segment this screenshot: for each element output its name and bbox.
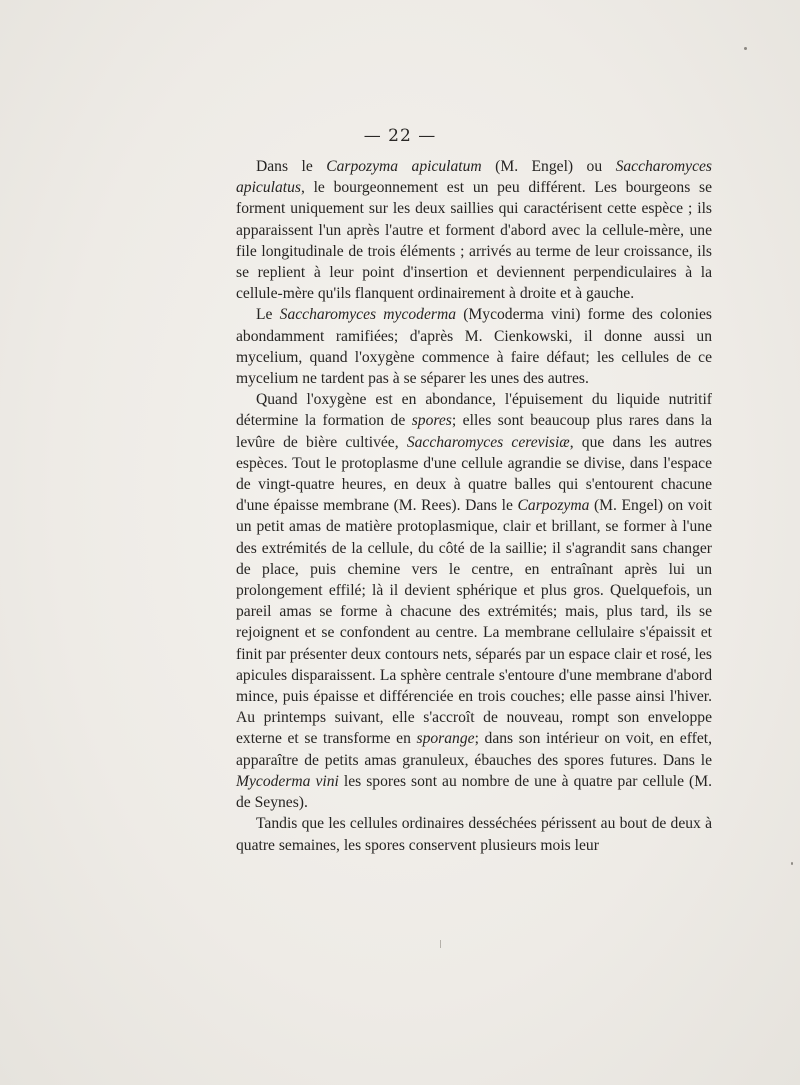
- text-run: Dans le: [256, 158, 327, 175]
- italic-term: Saccharomyces cerevisiæ: [406, 433, 570, 451]
- text-run: Tandis que les cellules ordinaires desséchées périssent au bout de deux à quatre semaines, les spores conservent plusieurs mois leur: [236, 815, 712, 854]
- paper-speck: [744, 47, 747, 50]
- text-run: ; elles sont beaucoup plus rares dans la levûre de bière cultivée,: [236, 412, 712, 451]
- italic-term: Carpozyma apiculatum: [326, 158, 482, 175]
- paper-speck: [440, 940, 441, 948]
- text-run: , que dans les autres espèces. Tout le protoplasme d'une cellule agrandie se divise, dans l'espace de vingt-quatre heures, en deux à quatre balles qui s'entourent chacune d'une épaisse membrane (M. Rees). Dans le: [236, 433, 712, 515]
- italic-term: Saccharomyces apiculatus: [236, 158, 712, 197]
- text-run: , le bourgeonnement est un peu différent. Les bourgeons se forment uniquement sur les deux saillies qui caractérisent cette espèce ; ils apparaissent l'un après l'autre et forment d'abord avec la cellule-mère, une file longitudinale de trois éléments ; arrivés au terme de leur croissance, ils se replient à leur point d'insertion et deviennent perpendiculaires à la cellule-mère qu'ils flanquent ordinairement à droite et à gauche.: [236, 179, 712, 303]
- page-number: — 22 —: [363, 126, 437, 146]
- paragraph: [236, 156, 712, 304]
- italic-term: sporange: [416, 730, 475, 748]
- paragraph: [236, 813, 712, 855]
- text-run: les spores sont au nombre de une à quatre par cellule (M. de Seynes).: [236, 772, 712, 812]
- text-run: Le: [256, 306, 280, 324]
- italic-term: Mycoderma vini: [236, 772, 339, 790]
- text-run: (M. Engel) ou: [481, 158, 616, 175]
- text-run: ; dans son intérieur on voit, en effet, apparaître de petits amas granuleux, ébauches des spores futures. Dans le: [236, 730, 712, 769]
- paragraph: [236, 389, 712, 813]
- paper-speck: [791, 862, 793, 865]
- text-run: (M. Engel) on voit un petit amas de matière protoplasmique, clair et brillant, se former à l'une des extrémités de la cellule, du côté de la saillie; il s'agrandit sans changer de place, puis chemine vers le centre, en entraînant après lui un prolongement effilé; là il devient sphérique et plus gros. Quelquefois, un pareil amas se forme à chacune des extrémités; mais, plus tard, ils se rejoignent et se confondent au centre. La membrane cellulaire s'épaissit et finit par présenter deux contours nets, séparés par un espace clair et rosé, les apicules disparaissent. La sphère centrale s'entoure d'une membrane d'abord mince, puis épaisse et différenciée en trois couches; elle passe ainsi l'hiver. Au printemps suivant, elle s'accroît de nouveau, rompt son enveloppe externe et se transforme en: [236, 497, 713, 748]
- body-text: [236, 156, 712, 856]
- paragraph: [236, 304, 712, 389]
- text-run: (Mycoderma vini) forme des colonies abondamment ramifiées; d'après M. Cienkowski, il donne aussi un mycelium, quand l'oxygène commence à faire défaut; les cellules de ce mycelium ne tardent pas à se séparer les unes des autres.: [236, 306, 712, 388]
- italic-term: Saccharomyces mycoderma: [279, 306, 457, 324]
- italic-term: Carpozyma: [517, 497, 590, 515]
- italic-term: spores: [411, 412, 452, 430]
- text-run: Quand l'oxygène est en abondance, l'épuisement du liquide nutritif détermine la formation de: [236, 391, 712, 430]
